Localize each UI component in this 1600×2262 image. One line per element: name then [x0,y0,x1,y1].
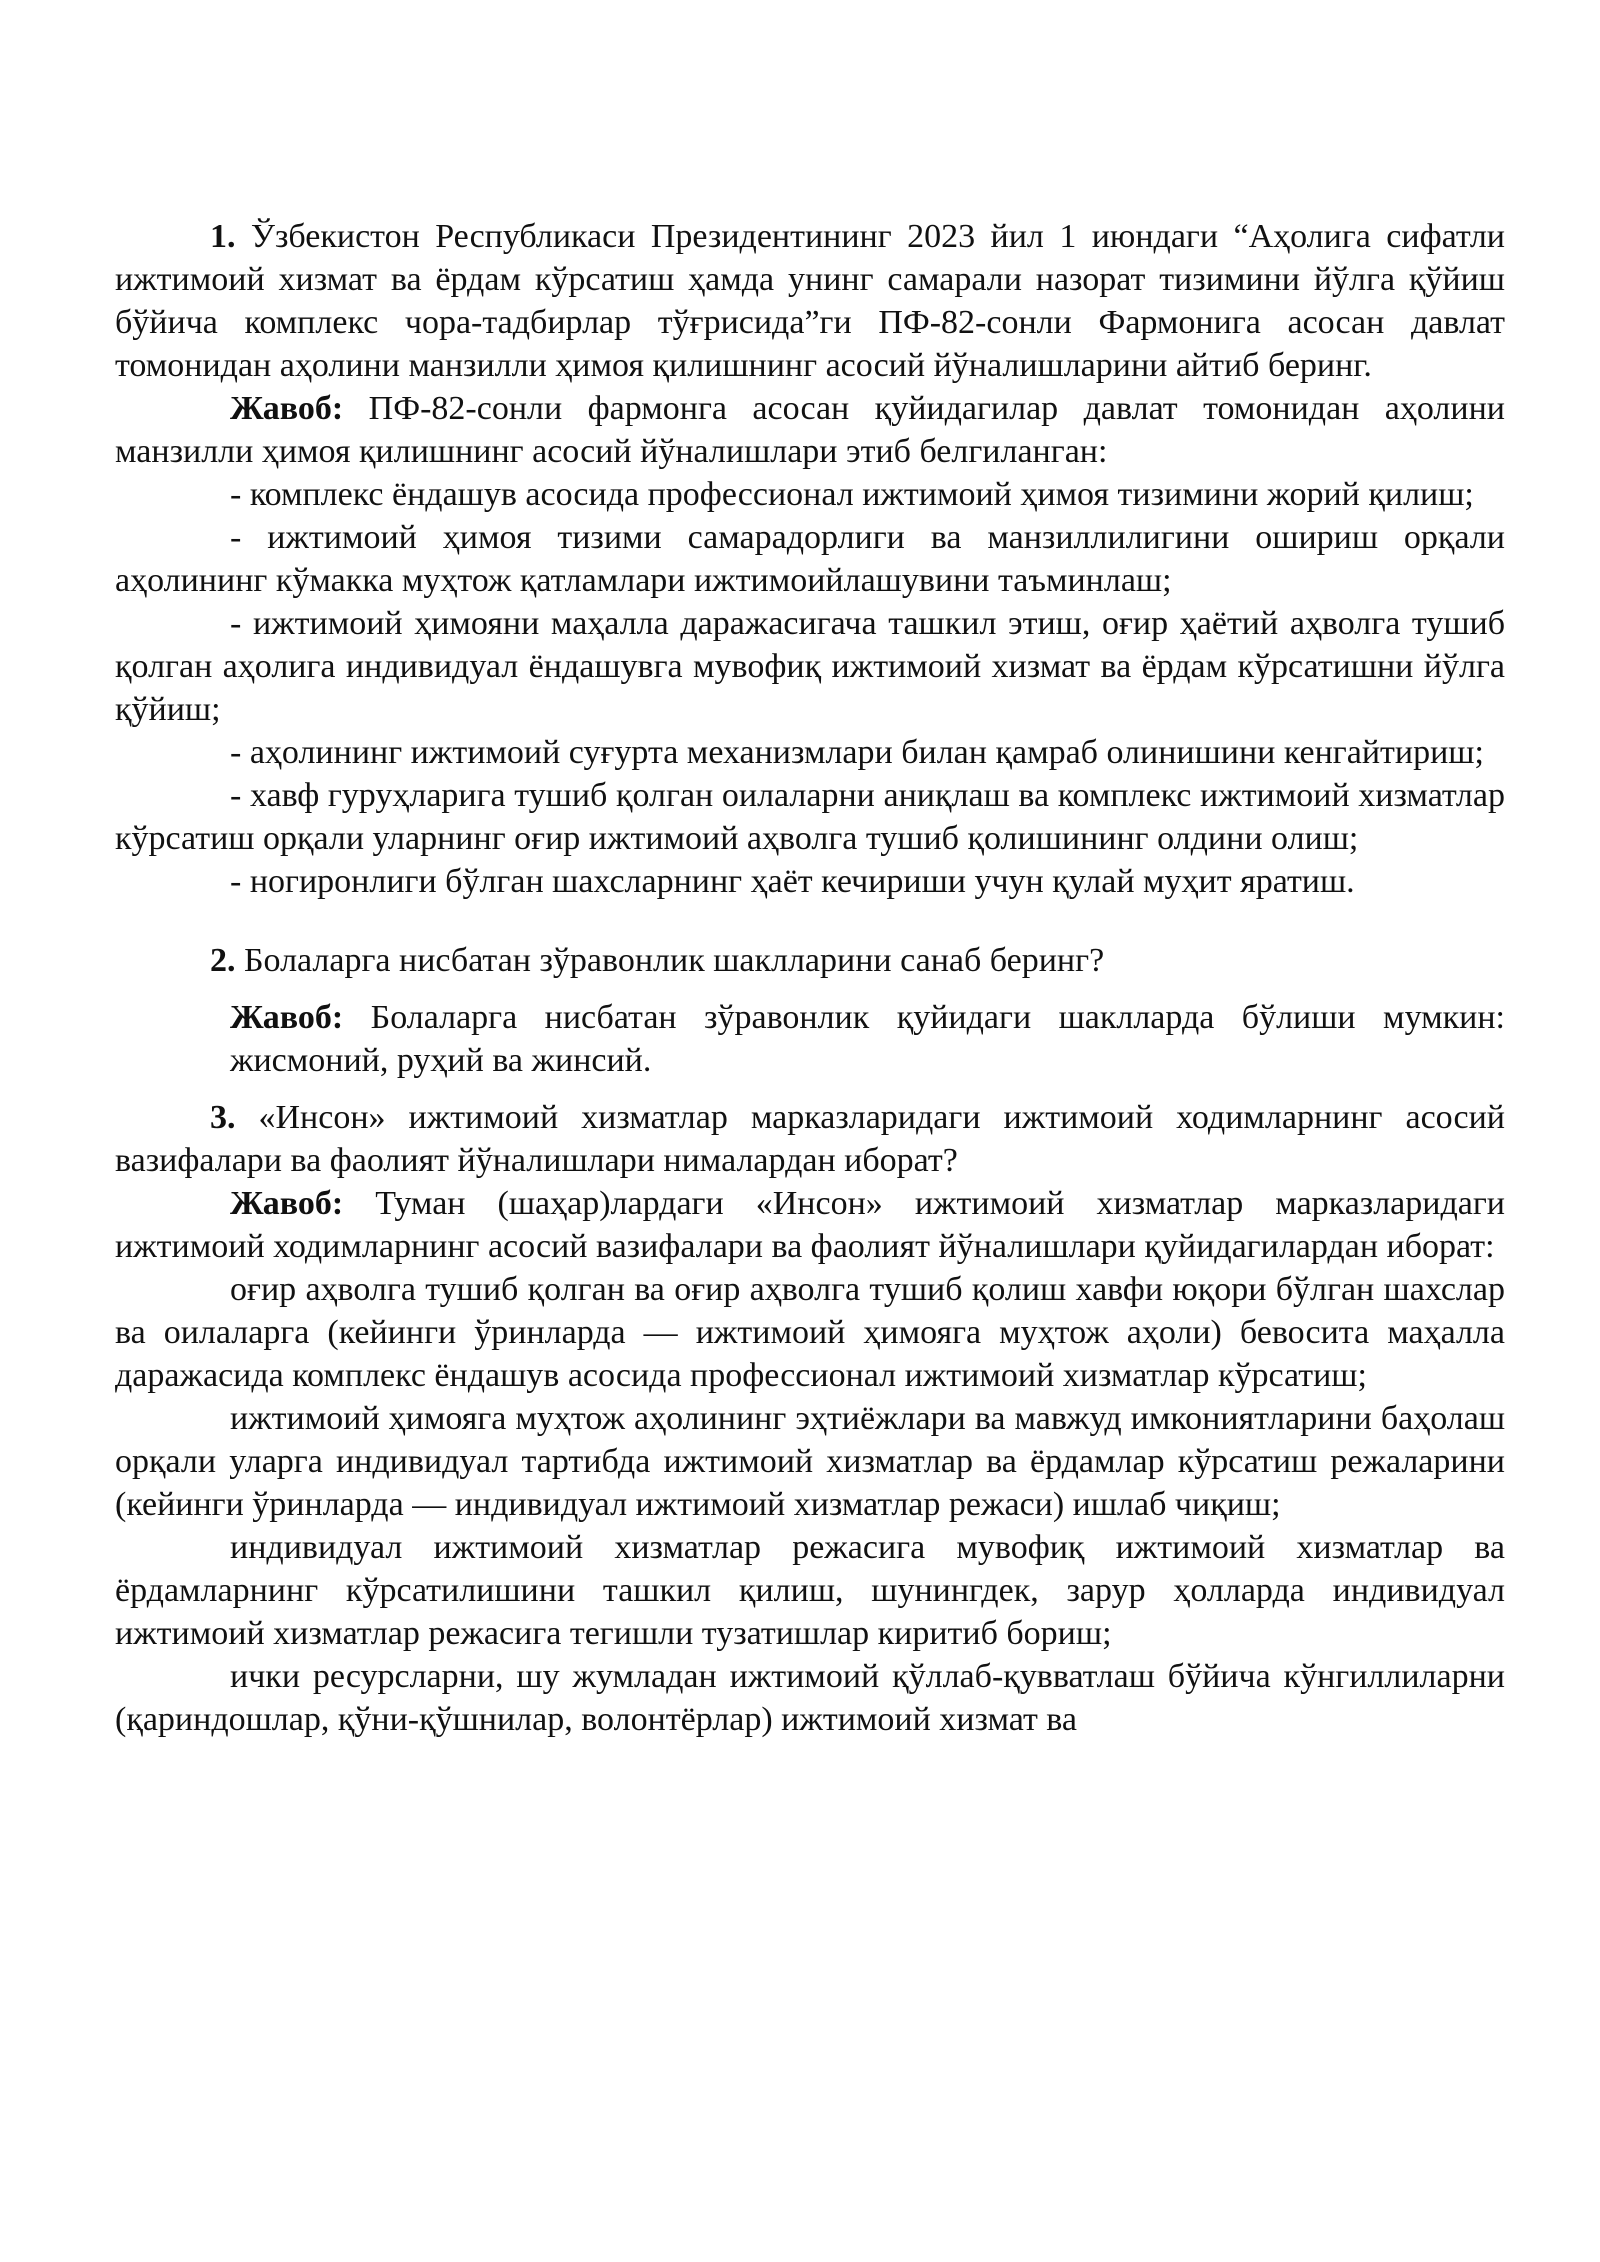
answer-3-item: ички ресурсларни, шу жумладан ижтимоий қўллаб-қувватлаш бўйича кўнгиллиларни (қариндошлар, қўни-қўшнилар, волонтёрлар) ижтимоий хизмат ва [115,1658,1505,1738]
question-2 [115,939,1505,982]
answer-2 [115,996,1505,1082]
answer-1-label: Жавоб: [230,390,344,427]
answer-2-text: Болаларга нисбатан зўравонлик қуйидаги шаклларда бўлиши мумкин: жисмоний, руҳий ва жинсий. [230,999,1505,1079]
answer-2-label: Жавоб: [230,999,344,1036]
answer-3-item: индивидуал ижтимоий хизматлар режасига мувофиқ ижтимоий хизматлар ва ёрдамларнинг кўрсатилишини ташкил қилиш, шунингдек, зарур ҳолларда индивидуал ижтимоий хизматлар режасига тегишли тузатишлар киритиб бориш; [115,1529,1505,1652]
question-3-number: 3. [210,1099,236,1136]
answer-3-label: Жавоб: [230,1185,344,1222]
question-1-text: Ўзбекистон Республикаси Президентининг 2023 йил 1 июндаги “Аҳолига сифатли ижтимоий хизмат ва ёрдам кўрсатиш ҳамда унинг самарали назорат тизимини йўлга қўйиш бўйича комплекс чора-тадбирлар тўғрисида”ги ПФ-82-сонли Фармонига асосан давлат томонидан аҳолини манзилли ҳимоя қилишнинг асосий йўналишларини айтиб беринг. [115,218,1505,384]
question-1-number: 1. [210,218,236,255]
question-3-text: «Инсон» ижтимоий хизматлар марказларидаги ижтимоий ходимларнинг асосий вазифалари ва фаолият йўналишлари нималардан иборат? [115,1099,1505,1179]
document-body [115,215,1505,1741]
answer-1-item: - хавф гуруҳларига тушиб қолган оилаларни аниқлаш ва комплекс ижтимоий хизматлар кўрсатиш орқали уларнинг оғир ижтимоий аҳволга тушиб қолишининг олдини олиш; [115,777,1505,857]
answer-1-item: - ижтимоий ҳимоя тизими самарадорлиги ва манзиллилигини ошириш орқали аҳолининг кўмакка муҳтож қатламлари ижтимоийлашувини таъминлаш; [115,519,1505,599]
question-3 [115,1096,1505,1182]
answer-3 [115,1182,1505,1268]
question-1 [115,215,1505,387]
answer-1 [115,387,1505,473]
answer-3-text: Туман (шаҳар)лардаги «Инсон» ижтимоий хизматлар марказларидаги ижтимоий ходимларнинг асосий вазифалари ва фаолият йўналишлари қуйидагилардан иборат: [115,1185,1505,1265]
question-2-number: 2. [210,942,236,979]
answer-1-item: - аҳолининг ижтимоий суғурта механизмлари билан қамраб олинишини кенгайтириш; [230,734,1484,771]
answer-1-text: ПФ-82-сонли фармонга асосан қуйидагилар давлат томонидан аҳолини манзилли ҳимоя қилишнинг асосий йўналишлари этиб белгиланган: [115,390,1505,470]
answer-1-item: - ногиронлиги бўлган шахсларнинг ҳаёт кечириши учун қулай муҳит яратиш. [230,863,1355,900]
answer-1-item: - комплекс ёндашув асосида профессионал ижтимоий ҳимоя тизимини жорий қилиш; [230,476,1474,513]
answer-3-item: оғир аҳволга тушиб қолган ва оғир аҳволга тушиб қолиш хавфи юқори бўлган шахслар ва оилаларга (кейинги ўринларда — ижтимоий ҳимояга муҳтож аҳоли) бевосита маҳалла даражасида комплекс ёндашув асосида профессионал ижтимоий хизматлар кўрсатиш; [115,1271,1505,1394]
question-2-text: Болаларга нисбатан зўравонлик шаклларини санаб беринг? [235,942,1105,979]
answer-1-item: - ижтимоий ҳимояни маҳалла даражасигача ташкил этиш, оғир ҳаётий аҳволга тушиб қолган аҳолига индивидуал ёндашувга мувофиқ ижтимоий хизмат ва ёрдам кўрсатишни йўлга қўйиш; [115,605,1505,728]
answer-3-item: ижтимоий ҳимояга муҳтож аҳолининг эҳтиёжлари ва мавжуд имкониятларини баҳолаш орқали уларга индивидуал тартибда ижтимоий хизматлар ва ёрдамлар кўрсатиш режаларини (кейинги ўринларда — индивидуал ижтимоий хизматлар режаси) ишлаб чиқиш; [115,1400,1505,1523]
